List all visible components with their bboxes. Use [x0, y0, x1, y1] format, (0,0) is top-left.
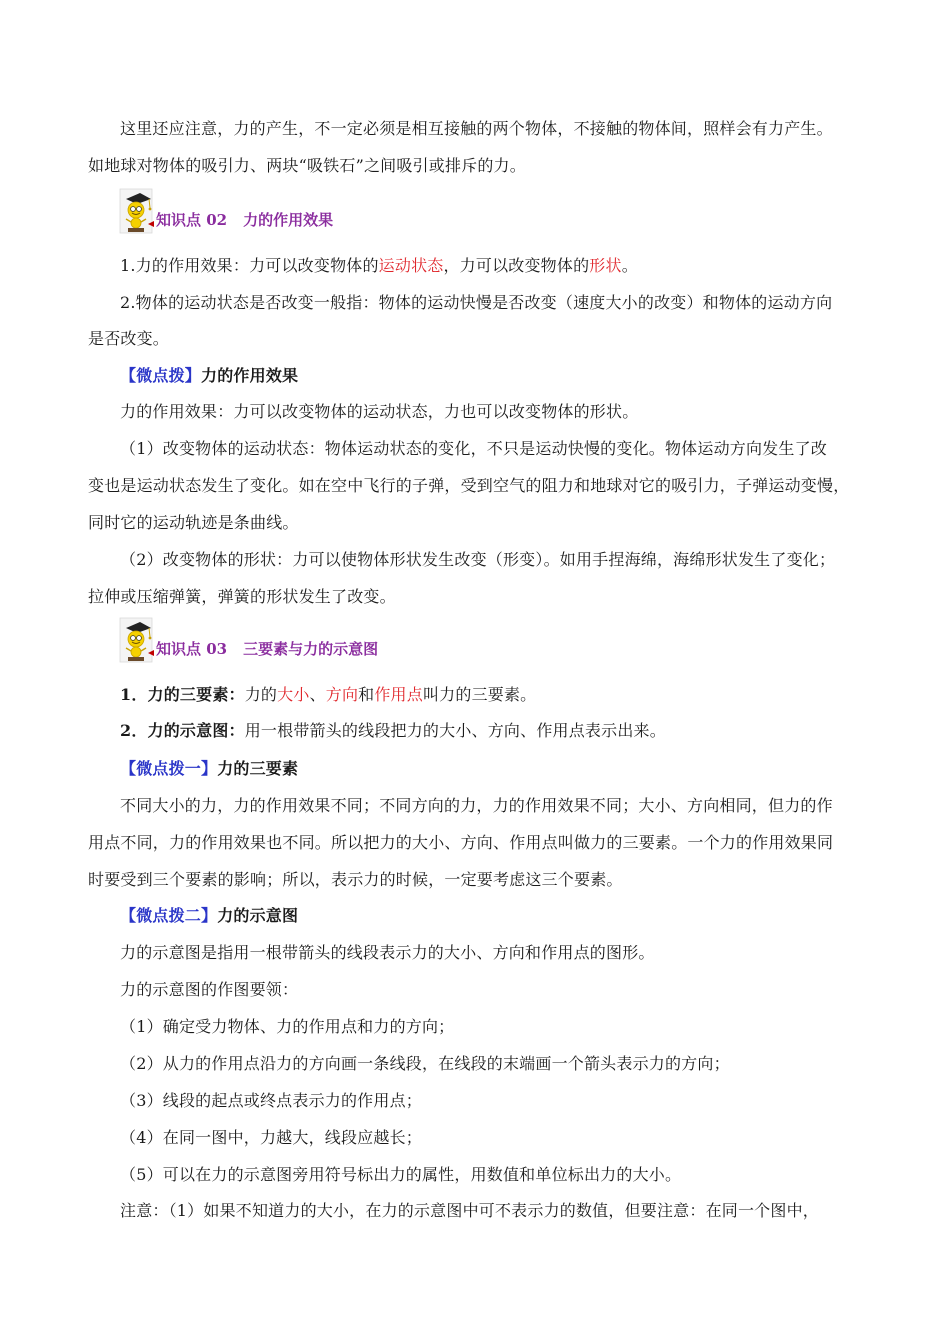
kp03-tip1-line-3: 时要受到三个要素的影响；所以，表示力的时候，一定要考虑这三个要素。: [88, 870, 623, 889]
kp02-tip-line-5: （2）改变物体的形状：力可以使物体形状发生改变（形变）。如用手捏海绵，海绵形状发生了变化；: [120, 550, 836, 569]
kp03-tip1-line-2: 用点不同，力的作用效果也不同。所以把力的大小、方向、作用点叫做力的三要素。一个力的作用效果同: [88, 833, 834, 852]
drawing-step-5: （5）可以在力的示意图旁用符号标出力的属性，用数值和单位标出力的大小。: [120, 1165, 682, 1184]
graduate-mascot-icon: [118, 188, 154, 234]
drawing-step-4: （4）在同一图中，力越大，线段应越长；: [120, 1128, 422, 1147]
kp02-paragraph-1: 1.力的作用效果：力可以改变物体的运动状态，力可以改变物体的形状。: [120, 256, 638, 275]
kp03-tip2-heading: [120, 905, 298, 927]
kp02-paragraph-2-line-2: 是否改变。: [88, 329, 170, 348]
drawing-step-1: （1）确定受力物体、力的作用点和力的方向；: [120, 1017, 455, 1036]
intro-line-2: 如地球对物体的吸引力、两块“吸铁石”之间吸引或排斥的力。: [88, 156, 526, 175]
knowledge-point-03-title: 知识点 03 三要素与力的示意图: [156, 640, 379, 658]
highlight-point-of-action: 作用点: [374, 685, 423, 704]
highlight-shape: 形状: [589, 256, 622, 275]
kp03-paragraph-2: 2．力的示意图：用一根带箭头的线段把力的大小、方向、作用点表示出来。: [120, 721, 666, 740]
kp02-tip-line-2: （1）改变物体的运动状态：物体运动状态的变化，不只是运动快慢的变化。物体运动方向发生了改: [120, 439, 827, 458]
graduate-mascot-icon: [118, 617, 154, 663]
highlight-magnitude: 大小: [277, 685, 310, 704]
kp03-tip1-line-1: 不同大小的力，力的作用效果不同；不同方向的力，力的作用效果不同；大小、方向相同，但力的作: [120, 796, 833, 815]
tip1-label: 【微点拨一】: [120, 759, 218, 778]
kp02-tip-heading: [120, 365, 298, 387]
kp02-tip-line-3: 变也是运动状态发生了变化。如在空中飞行的子弹，受到空气的阻力和地球对它的吸引力，子弹运动变慢，: [88, 476, 850, 495]
drawing-step-2: （2）从力的作用点沿力的方向画一条线段，在线段的末端画一个箭头表示力的方向；: [120, 1054, 730, 1073]
tip1-title: 力的三要素: [217, 759, 299, 778]
kp02-tip-line-4: 同时它的运动轨迹是条曲线。: [88, 513, 299, 532]
highlight-motion-state: 运动状态: [378, 256, 444, 275]
note-line: 注意：（1）如果不知道力的大小，在力的示意图中可不表示力的数值，但要注意：在同一个图中，: [120, 1201, 819, 1220]
kp02-tip-line-1: 力的作用效果：力可以改变物体的运动状态，力也可以改变物体的形状。: [120, 402, 639, 421]
intro-line-1: 这里还应注意，力的产生，不一定必须是相互接触的两个物体，不接触的物体间，照样会有力产生。: [120, 119, 833, 138]
knowledge-point-02-title: 知识点 02 力的作用效果: [156, 211, 334, 229]
kp03-paragraph-1: 1．力的三要素：力的大小、方向和作用点叫力的三要素。: [120, 685, 537, 704]
kp03-tip2-line-2: 力的示意图的作图要领：: [120, 980, 299, 999]
drawing-step-3: （3）线段的起点或终点表示力的作用点；: [120, 1091, 422, 1110]
tip-title: 力的作用效果: [201, 366, 299, 385]
kp02-paragraph-2-line-1: 2.物体的运动状态是否改变一般指：物体的运动快慢是否改变（速度大小的改变）和物体的运动方向: [120, 293, 833, 312]
highlight-direction: 方向: [325, 685, 359, 704]
tip-label: 【微点拨】: [120, 366, 202, 385]
tip2-title: 力的示意图: [217, 906, 299, 925]
kp03-tip2-line-1: 力的示意图是指用一根带箭头的线段表示力的大小、方向和作用点的图形。: [120, 943, 655, 962]
tip2-label: 【微点拨二】: [120, 906, 218, 925]
kp03-tip1-heading: [120, 758, 298, 780]
kp02-tip-line-6: 拉伸或压缩弹簧，弹簧的形状发生了改变。: [88, 587, 396, 606]
